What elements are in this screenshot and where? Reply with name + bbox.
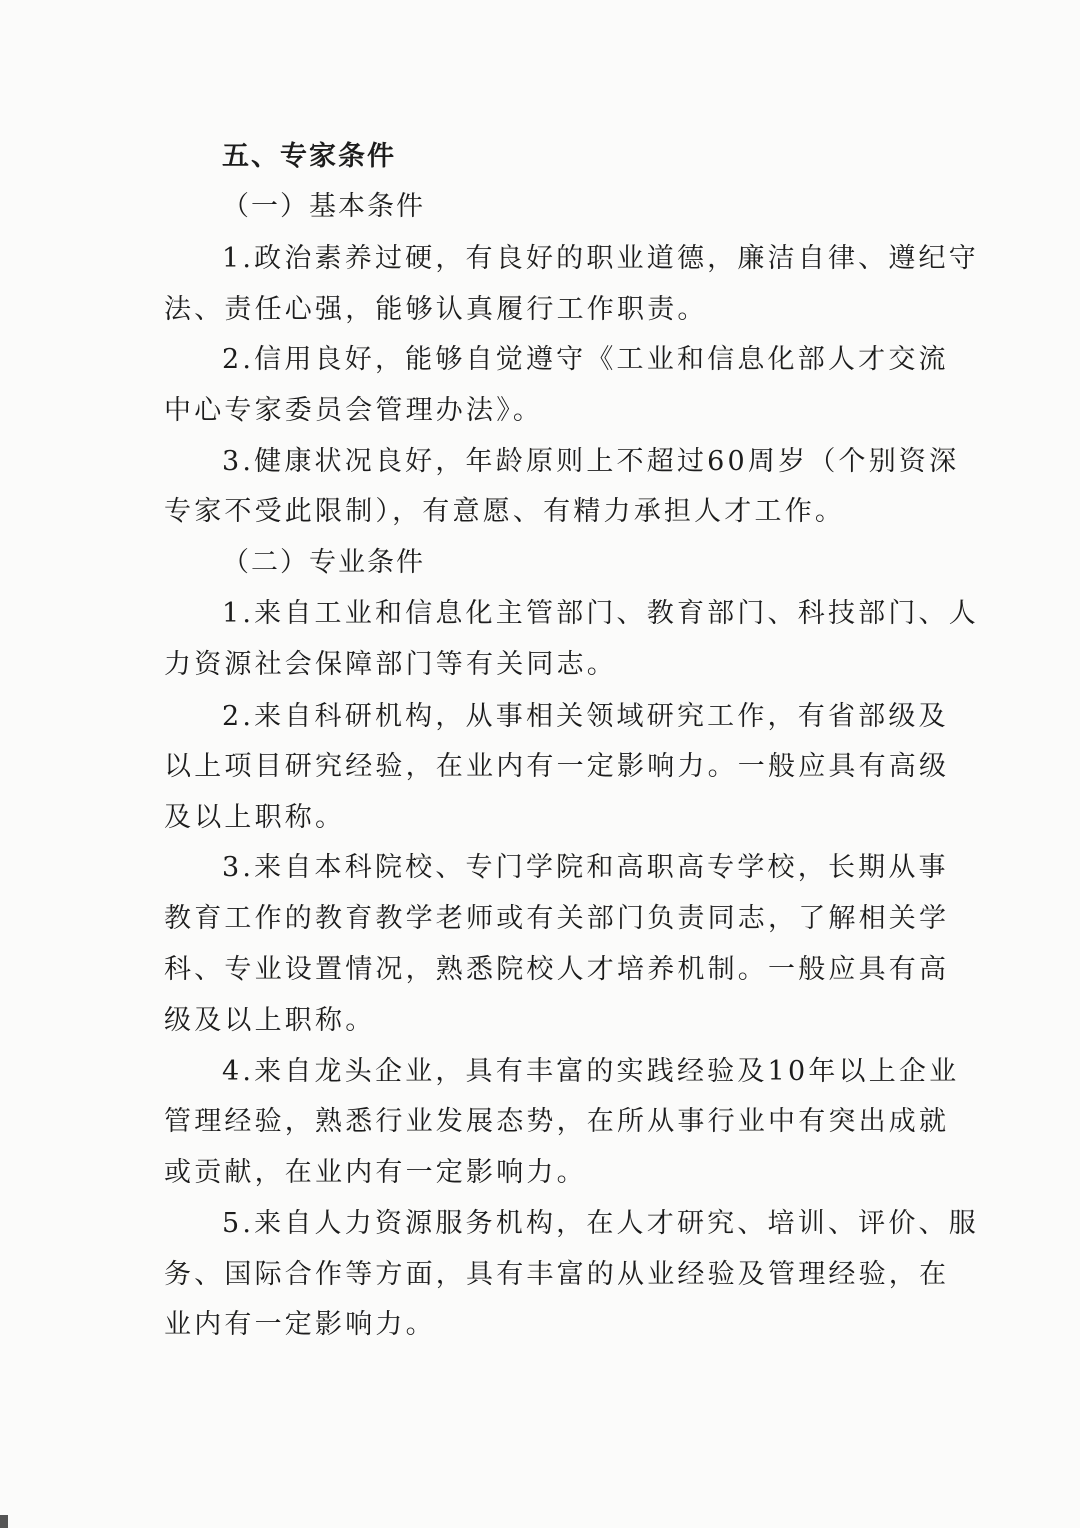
prof-item-4-line-3: 或贡献，在业内有一定影响力。 bbox=[164, 1157, 587, 1188]
professional-conditions-heading: （二）专业条件 bbox=[222, 547, 425, 578]
prof-item-4-line-2: 管理经验，熟悉行业发展态势，在所从事行业中有突出成就 bbox=[164, 1106, 950, 1137]
basic-item-2-line-2: 中心专家委员会管理办法》。 bbox=[164, 395, 544, 426]
section-title: 五、专家条件 bbox=[222, 141, 396, 172]
prof-item-1-line-1: 1.来自工业和信息化主管部门、教育部门、科技部门、人 bbox=[222, 598, 979, 629]
prof-item-3-line-3: 科、专业设置情况，熟悉院校人才培养机制。一般应具有高 bbox=[164, 954, 950, 985]
prof-item-2-line-3: 及以上职称。 bbox=[164, 802, 346, 833]
basic-item-1-line-2: 法、责任心强，能够认真履行工作职责。 bbox=[164, 294, 708, 325]
prof-item-5-line-1: 5.来自人力资源服务机构，在人才研究、培训、评价、服 bbox=[222, 1208, 979, 1239]
prof-item-1-line-2: 力资源社会保障部门等有关同志。 bbox=[164, 649, 617, 680]
prof-item-3-line-2: 教育工作的教育教学老师或有关部门负责同志，了解相关学 bbox=[164, 903, 950, 934]
prof-item-3-line-1: 3.来自本科院校、专门学院和高职高专学校，长期从事 bbox=[222, 852, 949, 883]
prof-item-4-line-1: 4.来自龙头企业，具有丰富的实践经验及10年以上企业 bbox=[222, 1056, 960, 1087]
basic-item-1-line-1: 1.政治素养过硬，有良好的职业道德，廉洁自律、遵纪守 bbox=[222, 243, 979, 274]
prof-item-3-line-4: 级及以上职称。 bbox=[164, 1005, 376, 1036]
basic-item-2-line-1: 2.信用良好，能够自觉遵守《工业和信息化部人才交流 bbox=[222, 344, 949, 375]
basic-item-3-line-1: 3.健康状况良好，年龄原则上不超过60周岁（个别资深 bbox=[222, 446, 960, 477]
scan-edge-mark bbox=[0, 1515, 8, 1528]
basic-conditions-heading: （一）基本条件 bbox=[222, 191, 425, 222]
prof-item-2-line-1: 2.来自科研机构，从事相关领域研究工作，有省部级及 bbox=[222, 701, 949, 732]
prof-item-2-line-2: 以上项目研究经验，在业内有一定影响力。一般应具有高级 bbox=[164, 751, 950, 782]
prof-item-5-line-3: 业内有一定影响力。 bbox=[164, 1309, 436, 1340]
prof-item-5-line-2: 务、国际合作等方面，具有丰富的从业经验及管理经验，在 bbox=[164, 1259, 950, 1290]
basic-item-3-line-2: 专家不受此限制），有意愿、有精力承担人才工作。 bbox=[164, 496, 846, 527]
